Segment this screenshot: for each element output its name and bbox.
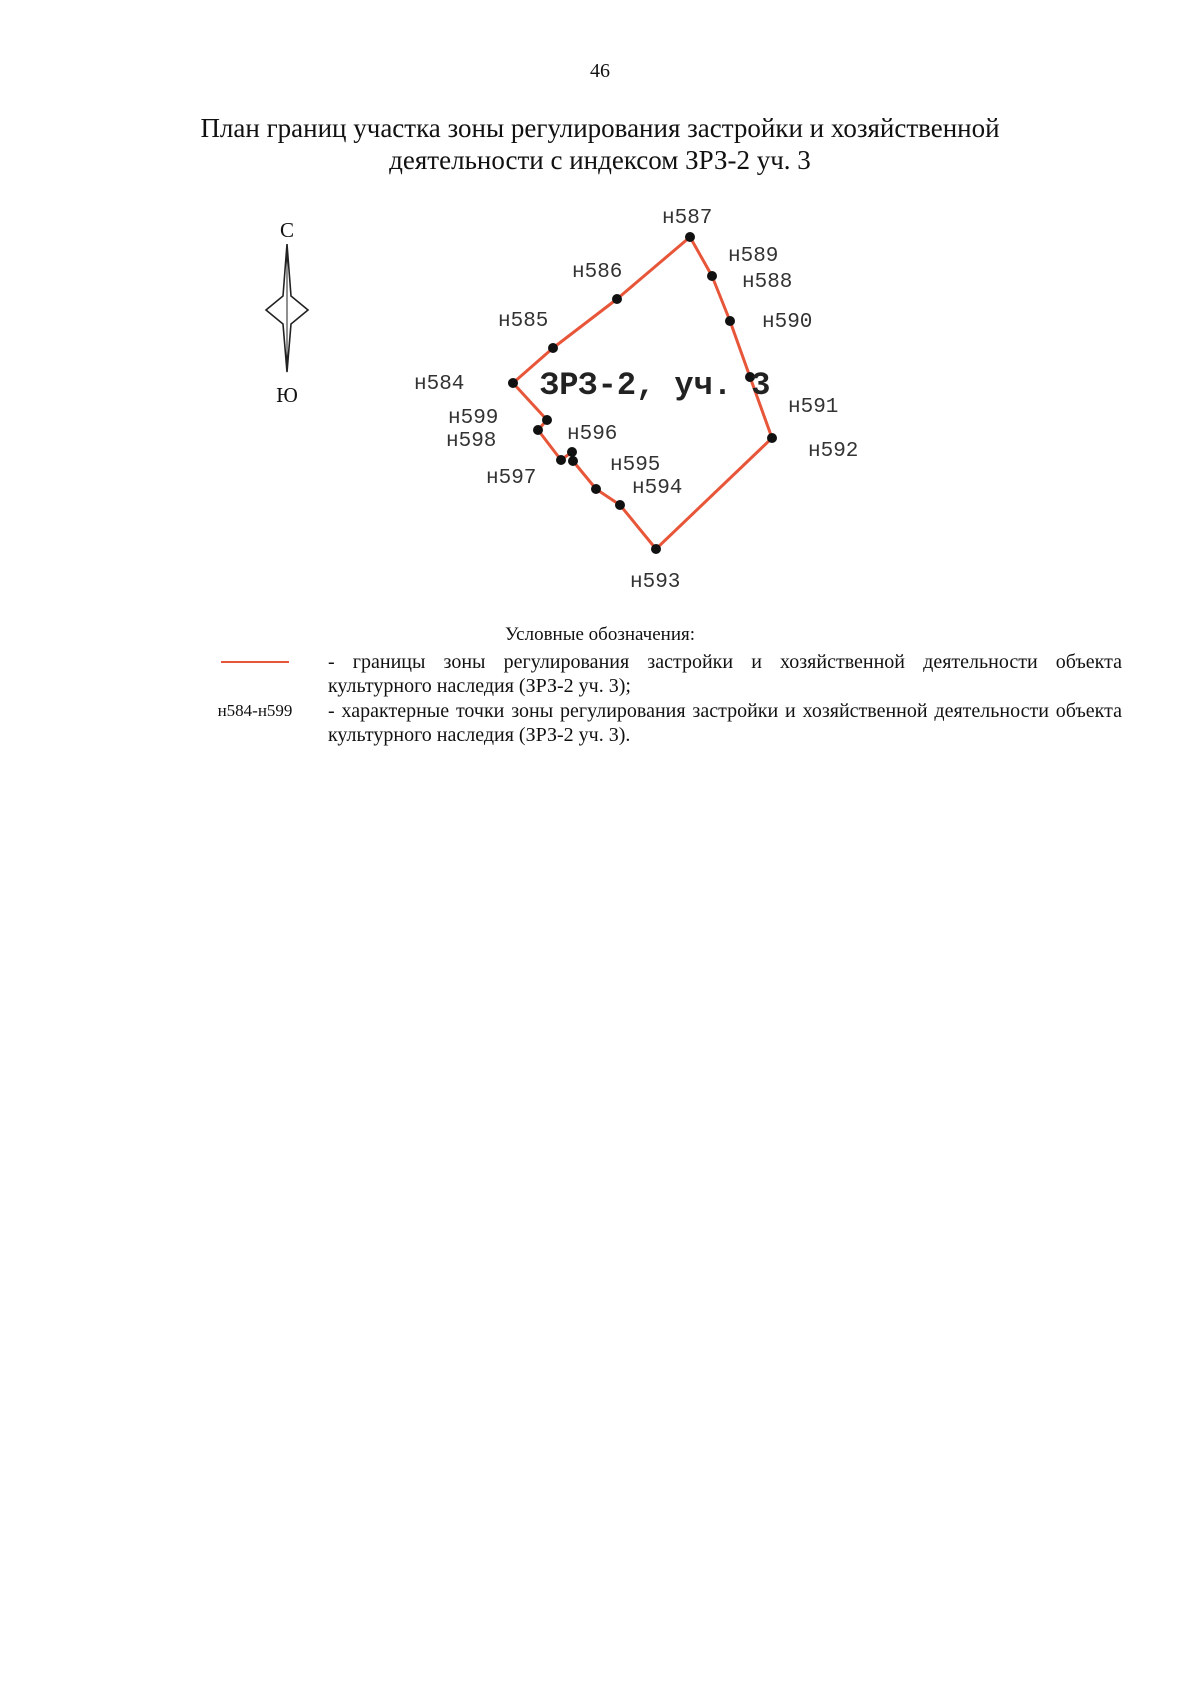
boundary-point [542, 415, 552, 425]
point-label-n591: н591 [788, 396, 839, 419]
north-arrow [262, 218, 312, 408]
page-title-line-2: деятельности с индексом ЗРЗ-2 уч. 3 [389, 145, 811, 175]
point-label-n592: н592 [808, 440, 859, 463]
point-label-n589: н589 [728, 245, 779, 268]
legend-boundary-text: - границы зоны регулирования застройки и хозяйственной деятельности объекта культурного наследия (ЗРЗ-2 уч. 3); [328, 651, 1122, 697]
boundary-point [567, 447, 577, 457]
boundary-point [615, 500, 625, 510]
page-title [150, 112, 1050, 176]
site-plan [414, 200, 900, 600]
boundary-point [568, 456, 578, 466]
legend-points-symbol: н584-н599 [217, 701, 293, 720]
boundary-point [533, 425, 543, 435]
point-label-n586: н586 [572, 261, 623, 284]
point-label-n598: н598 [446, 430, 497, 453]
boundary-point [612, 294, 622, 304]
boundary-point [591, 484, 601, 494]
point-label-n596: н596 [567, 423, 618, 446]
zone-label: ЗРЗ-2, уч. 3 [540, 367, 771, 404]
boundary-point [556, 455, 566, 465]
point-label-n587: н587 [662, 207, 713, 230]
point-label-n590: н590 [762, 311, 813, 334]
legend-points-text: - характерные точки зоны регулирования застройки и хозяйственной деятельности объекта культурного наследия (ЗРЗ-2 уч. 3). [328, 700, 1122, 746]
boundary-point [725, 316, 735, 326]
page-number: 46 [590, 60, 610, 82]
compass-rose-icon [262, 244, 312, 372]
point-label-n597: н597 [486, 467, 537, 490]
boundary-point [707, 271, 717, 281]
legend-title: Условные обозначения: [504, 624, 696, 645]
boundary-point [767, 433, 777, 443]
boundary-point [651, 544, 661, 554]
point-label-n585: н585 [498, 310, 549, 333]
legend-boundary-symbol [200, 650, 310, 663]
point-label-n595: н595 [610, 454, 661, 477]
page-title-line-1: План границ участка зоны регулирования застройки и хозяйственной [200, 113, 1000, 143]
boundary-point [508, 378, 518, 388]
point-label-n599: н599 [448, 407, 499, 430]
point-label-n593: н593 [630, 571, 681, 594]
point-label-n594: н594 [632, 477, 683, 500]
site-plan-drawing [414, 200, 900, 600]
north-label: С [279, 218, 294, 242]
point-label-n584: н584 [414, 373, 465, 396]
boundary-point [685, 232, 695, 242]
south-label: Ю [276, 383, 298, 407]
point-label-n588: н588 [742, 271, 793, 294]
boundary-point [548, 343, 558, 353]
